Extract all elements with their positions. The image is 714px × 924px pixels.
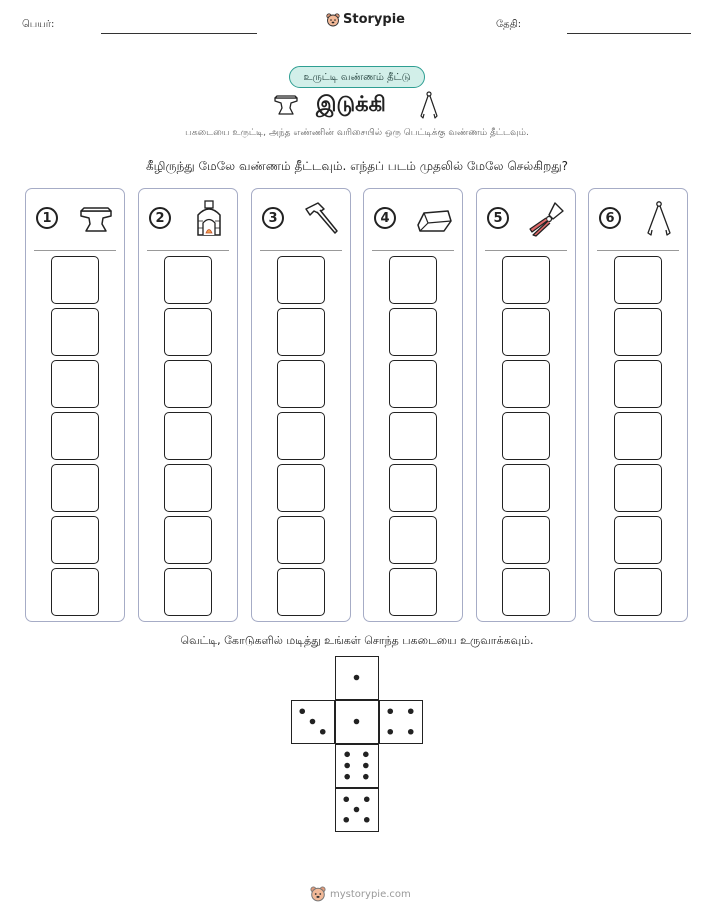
column-divider: [260, 250, 342, 251]
color-box[interactable]: [389, 360, 437, 408]
die-face-center: [335, 700, 379, 744]
footer: [310, 886, 411, 902]
color-box[interactable]: [389, 516, 437, 564]
date-label: தேதி:: [496, 19, 522, 30]
color-box[interactable]: [389, 308, 437, 356]
color-box[interactable]: [614, 256, 662, 304]
dice-column-4: [363, 188, 463, 622]
color-box[interactable]: [164, 412, 212, 460]
column-divider: [34, 250, 116, 251]
color-box[interactable]: [614, 464, 662, 512]
page-subtitle: பகடையை உருட்டி, அந்த எண்ணின் வரிசையில் ஒரு பெட்டிக்கு வண்ணம் தீட்டவும்.: [185, 128, 529, 138]
dice-column-1: [25, 188, 125, 622]
color-box[interactable]: [614, 568, 662, 616]
color-box[interactable]: [51, 308, 99, 356]
color-box[interactable]: [164, 464, 212, 512]
color-box[interactable]: [51, 516, 99, 564]
column-divider: [372, 250, 454, 251]
die-face-five: [335, 788, 379, 832]
pliers-icon: [527, 199, 567, 239]
color-box[interactable]: [502, 412, 550, 460]
color-box[interactable]: [614, 308, 662, 356]
tongs-icon: [639, 199, 679, 239]
color-box[interactable]: [614, 516, 662, 564]
dice-column-2: [138, 188, 238, 622]
color-box[interactable]: [502, 308, 550, 356]
color-box[interactable]: [502, 464, 550, 512]
date-line: [567, 33, 691, 34]
color-box[interactable]: [502, 256, 550, 304]
color-box[interactable]: [389, 412, 437, 460]
color-box[interactable]: [277, 568, 325, 616]
color-box[interactable]: [502, 360, 550, 408]
bear-mascot-icon: [326, 13, 340, 27]
column-number: 3: [262, 207, 284, 229]
footer-url: mystorypie.com: [330, 888, 411, 900]
forge-furnace-icon: [189, 199, 229, 239]
name-label: பெயர்:: [22, 19, 55, 30]
cut-instruction: வெட்டி, கோடுகளில் மடித்து உங்கள் சொந்த பகடையை உருவாக்கவும்.: [180, 634, 534, 647]
dice-column-6: [588, 188, 688, 622]
color-box[interactable]: [164, 256, 212, 304]
color-box[interactable]: [277, 256, 325, 304]
color-box[interactable]: [51, 464, 99, 512]
name-line: [101, 33, 257, 34]
color-box[interactable]: [502, 516, 550, 564]
color-box[interactable]: [164, 360, 212, 408]
activity-type-pill: உருட்டி வண்ணம் தீட்டு: [289, 66, 425, 88]
color-box[interactable]: [277, 412, 325, 460]
die-face-left: [291, 700, 335, 744]
dice-column-3: [251, 188, 351, 622]
color-box[interactable]: [277, 464, 325, 512]
die-face-right: [379, 700, 423, 744]
color-box[interactable]: [389, 256, 437, 304]
color-box[interactable]: [164, 568, 212, 616]
color-box[interactable]: [502, 568, 550, 616]
brand-logo: [326, 12, 405, 27]
brand-name: Storypie: [343, 12, 405, 27]
die-face-six: [335, 744, 379, 788]
hammer-icon: [302, 199, 342, 239]
die-face-top: [335, 656, 379, 700]
color-box[interactable]: [51, 412, 99, 460]
tongs-icon: [418, 90, 440, 122]
dice-column-5: [476, 188, 576, 622]
column-number: 4: [374, 207, 396, 229]
page-title: இடுக்கி: [316, 92, 386, 116]
title-row: [0, 90, 714, 122]
anvil-icon: [272, 92, 300, 118]
color-box[interactable]: [389, 464, 437, 512]
color-box[interactable]: [164, 516, 212, 564]
bear-mascot-icon: [310, 886, 326, 902]
color-box[interactable]: [277, 360, 325, 408]
color-box[interactable]: [51, 360, 99, 408]
ingot-icon: [414, 199, 454, 239]
color-box[interactable]: [277, 516, 325, 564]
color-box[interactable]: [164, 308, 212, 356]
color-box[interactable]: [51, 568, 99, 616]
column-number: 5: [487, 207, 509, 229]
instruction-text: கீழிருந்து மேலே வண்ணம் தீட்டவும். எந்தப் படம் முதலில் மேலே செல்கிறது?: [145, 159, 569, 173]
column-divider: [147, 250, 229, 251]
color-box[interactable]: [614, 412, 662, 460]
color-box[interactable]: [51, 256, 99, 304]
color-box[interactable]: [614, 360, 662, 408]
column-number: 1: [36, 207, 58, 229]
anvil-icon: [76, 199, 116, 239]
column-divider: [597, 250, 679, 251]
color-box[interactable]: [277, 308, 325, 356]
color-box[interactable]: [389, 568, 437, 616]
column-number: 6: [599, 207, 621, 229]
column-divider: [485, 250, 567, 251]
column-number: 2: [149, 207, 171, 229]
